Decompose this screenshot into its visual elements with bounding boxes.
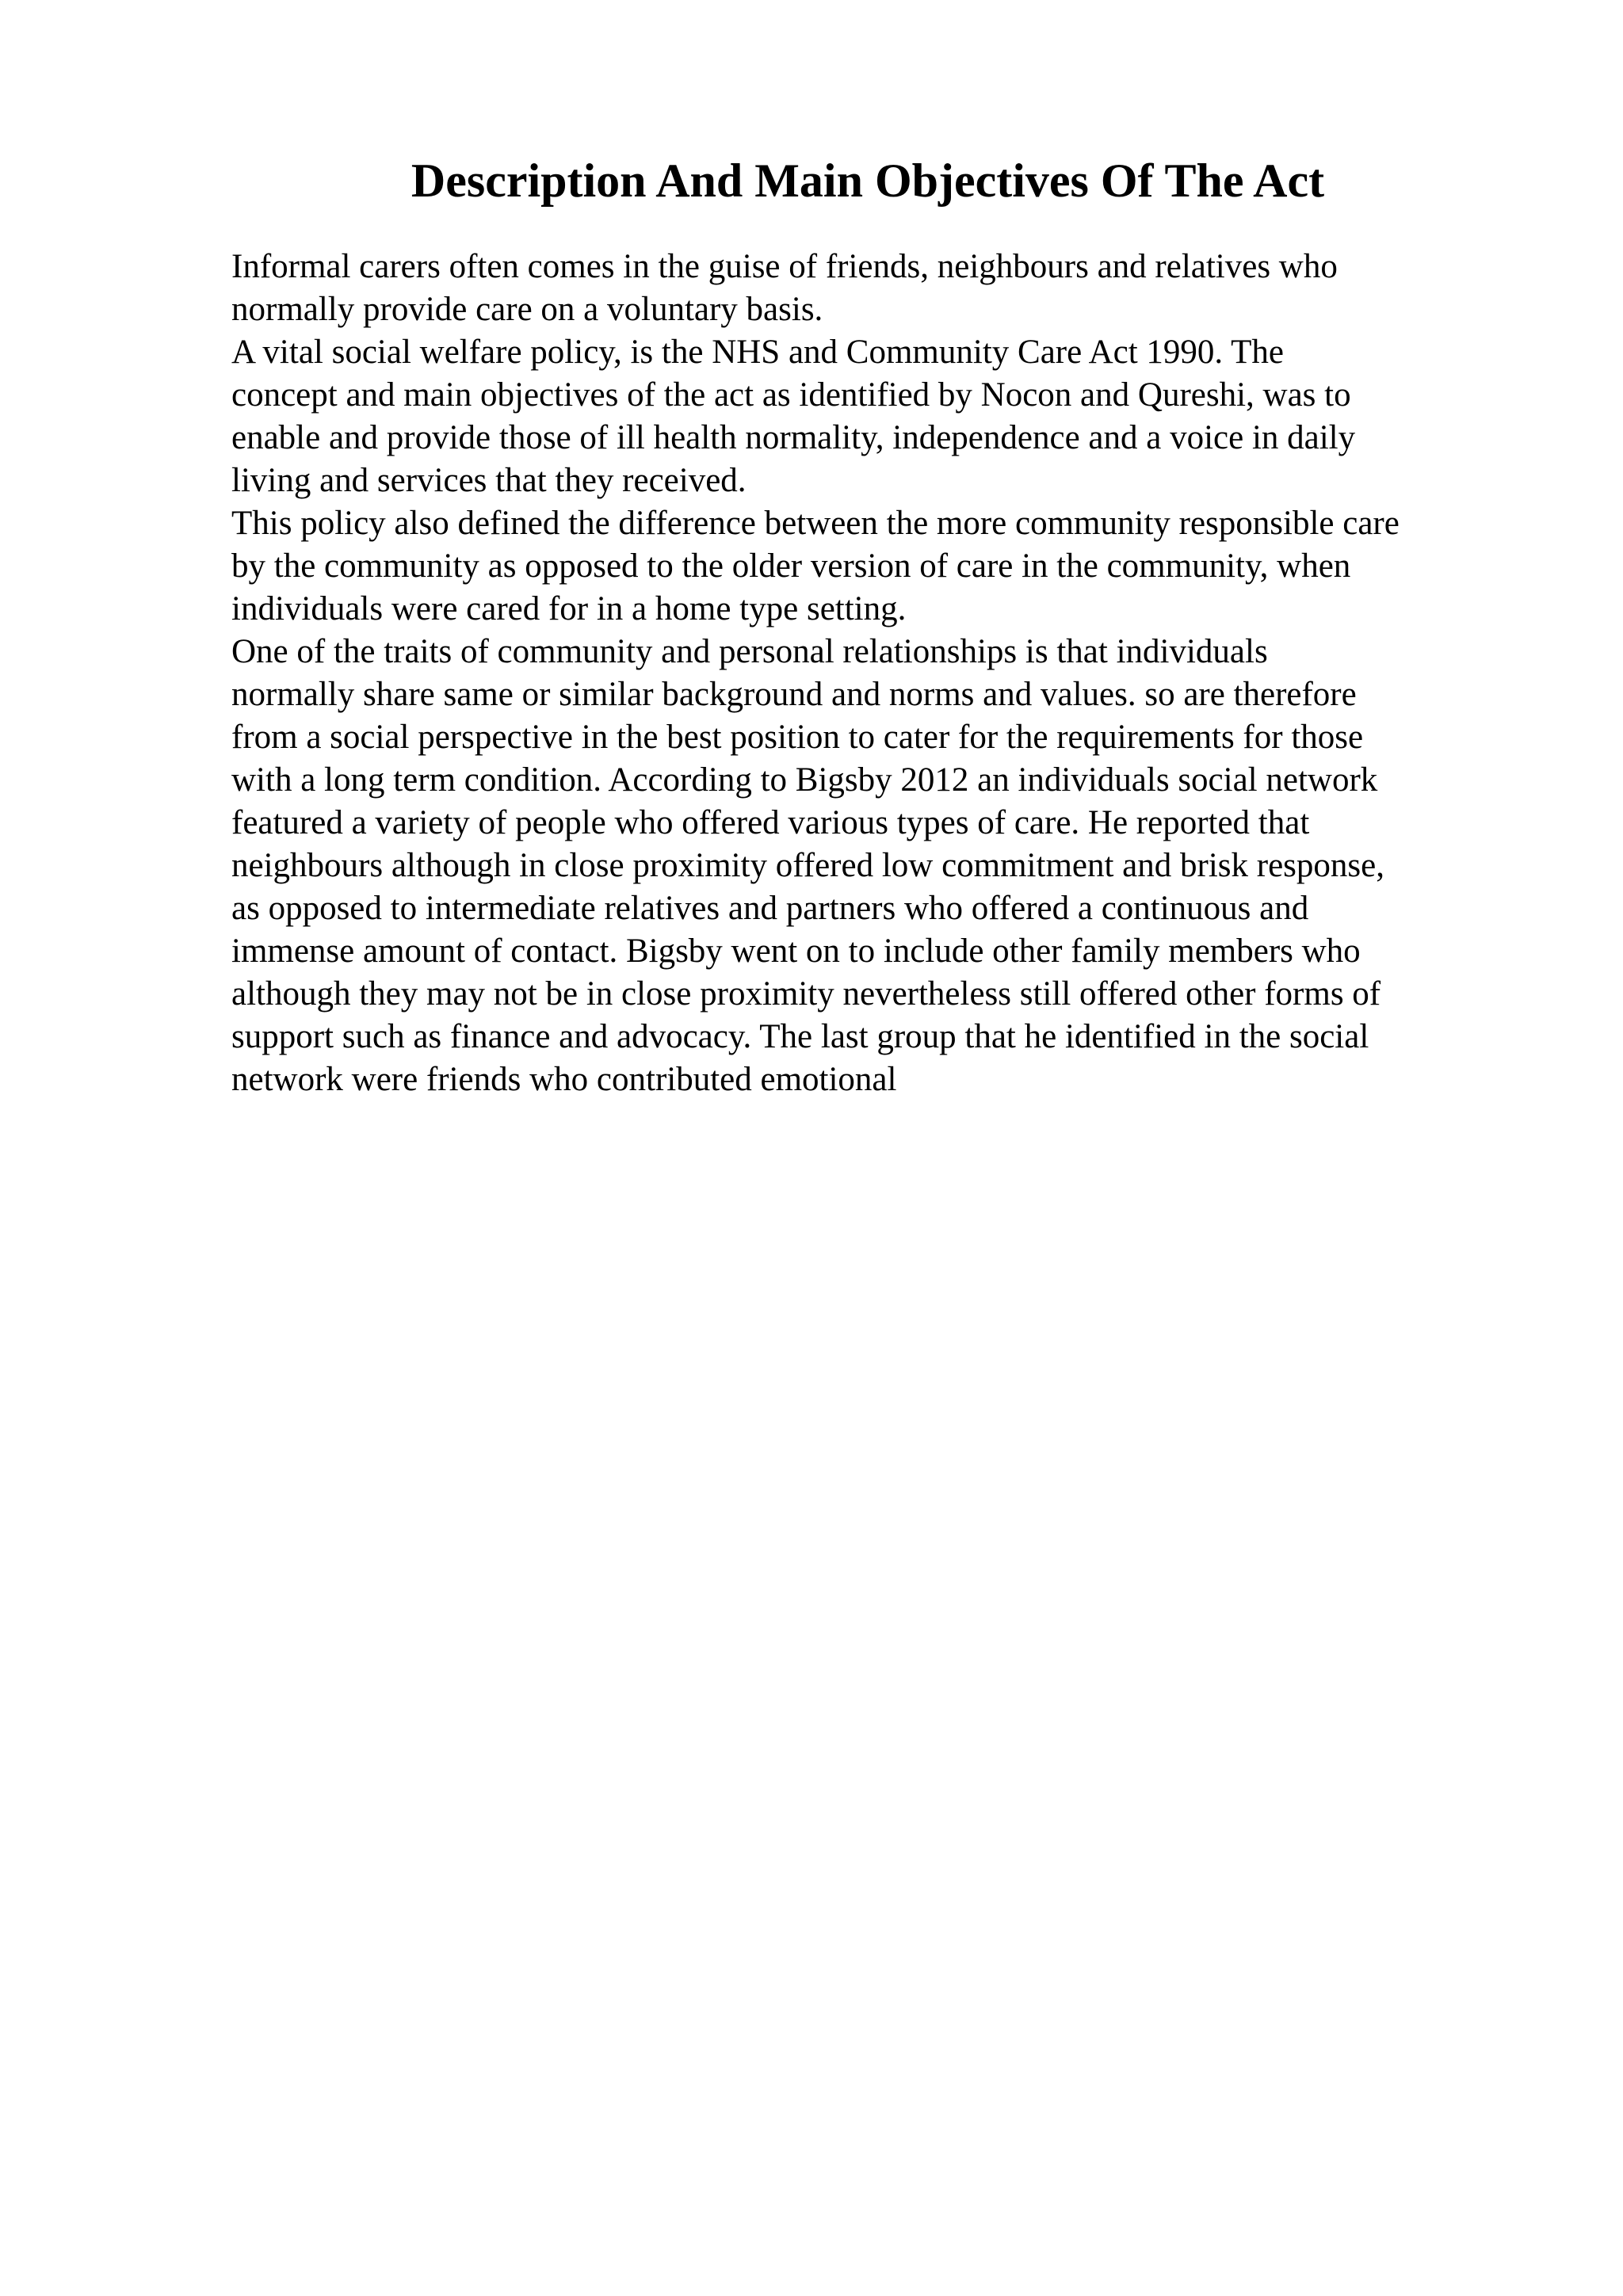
- body-line: This policy also defined the difference between the more community responsible care: [231, 505, 1400, 542]
- body-line: support such as finance and advocacy. The last group that he identified in the social: [231, 1018, 1369, 1055]
- body-line: One of the traits of community and personal relationships is that individuals: [231, 633, 1268, 670]
- body-line: by the community as opposed to the older version of care in the community, when: [231, 547, 1351, 585]
- body-line: normally share same or similar background and norms and values. so are therefore: [231, 676, 1357, 713]
- body-line: A vital social welfare policy, is the NHS and Community Care Act 1990. The: [231, 334, 1284, 371]
- body-line: immense amount of contact. Bigsby went on to include other family members who: [231, 933, 1361, 970]
- body-line: normally provide care on a voluntary basis.: [231, 291, 823, 328]
- body-line: living and services that they received.: [231, 462, 747, 499]
- body-line: individuals were cared for in a home type setting.: [231, 590, 907, 627]
- body-line: with a long term condition. According to Bigsby 2012 an individuals social network: [231, 761, 1378, 799]
- body-line: as opposed to intermediate relatives and partners who offered a continuous and: [231, 890, 1309, 927]
- body-line: although they may not be in close proximity nevertheless still offered other forms of: [231, 975, 1381, 1013]
- body-line: featured a variety of people who offered various types of care. He reported that: [231, 804, 1310, 841]
- document-title: Description And Main Objectives Of The Act: [411, 154, 1325, 207]
- body-line: concept and main objectives of the act as identified by Nocon and Qureshi, was to: [231, 376, 1351, 414]
- body-line: enable and provide those of ill health normality, independence and a voice in daily: [231, 419, 1356, 456]
- body-line: neighbours although in close proximity offered low commitment and brisk response,: [231, 847, 1384, 884]
- body-line: Informal carers often comes in the guise of friends, neighbours and relatives who: [231, 248, 1338, 285]
- body-line: from a social perspective in the best position to cater for the requirements for those: [231, 719, 1364, 756]
- document-body: [231, 246, 1515, 1101]
- body-line: network were friends who contributed emotional: [231, 1061, 897, 1098]
